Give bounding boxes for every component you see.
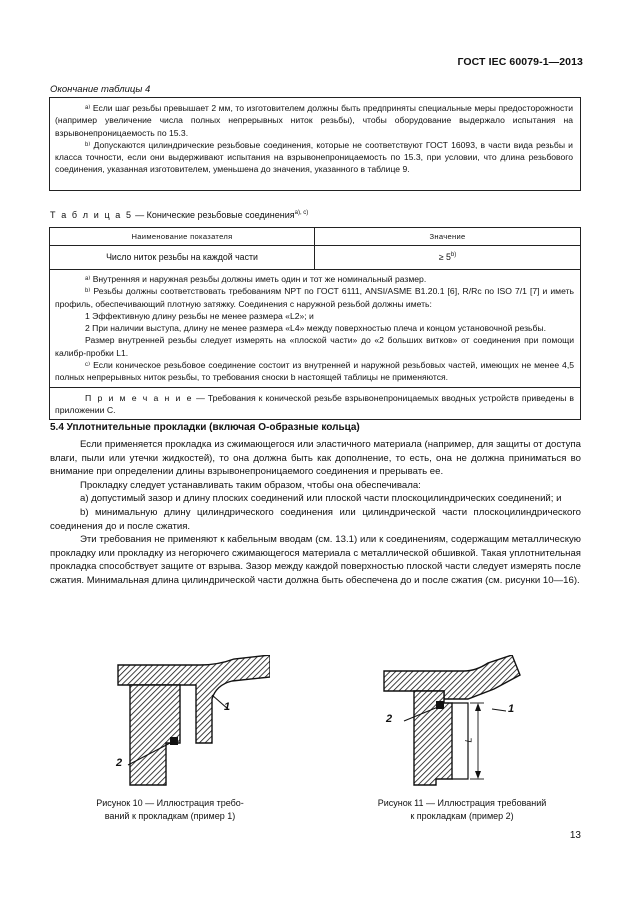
table4-footnote-b: ᵇ⁾ Допускаются цилиндрические резьбовые соединения, которые не соответствуют ГОСТ 16093, в части вида резьбы и класса точности, если они выдерживают испытания на взрывонепроницаемость по 15.3, при условии, что длина резьбового соединения, указанная изготовителем, уменьшена до значения, указанного в таблице 9. xyxy=(55,139,573,175)
figure-10-callout-2: 2 xyxy=(116,757,123,769)
table5-label: Т а б л и ц а 5 xyxy=(50,210,133,220)
table5-title: — Конические резьбовые соединения xyxy=(135,210,295,220)
table5-note-label: П р и м е ч а н и е xyxy=(85,392,194,403)
figure-10-caption-line-2: ваний к прокладкам (пример 1) xyxy=(104,811,236,821)
figure-11 xyxy=(372,655,552,790)
figure-10 xyxy=(100,655,270,790)
table5-header-row xyxy=(50,228,580,246)
table5-note xyxy=(50,388,580,420)
section-body xyxy=(50,438,581,588)
figure-11-drawing xyxy=(372,655,552,790)
table5-footnote-b: ᵇ⁾ Резьбы должны соответствовать требованиям NPT по ГОСТ 6111, ANSI/ASME B1.20.1 [6], R/Rc по ISO 7/1 [7] и иметь профиль, обеспечивающий плотную затяжку. Соединения с наружной резьбой должны иметь: xyxy=(55,286,574,309)
figure-11-cover-part xyxy=(384,655,520,699)
figure-11-callout-1: 1 xyxy=(508,703,515,715)
table5 xyxy=(49,227,581,420)
table4-footnotes-box xyxy=(49,97,581,191)
page-number: 13 xyxy=(569,830,581,841)
section-paragraph-1: Если применяется прокладка из сжимающегося или эластичного материала (например, для защиты от доступа влаги, пыли или утечки жидкостей), то она должна быть как дополнение, то есть, она не должна приниматься во внимание при определении длины взрывонепроницаемого соединения и прерывать ее. xyxy=(50,439,581,478)
table5-col-value: Значение xyxy=(429,232,466,241)
table5-data-row xyxy=(50,246,580,270)
figure-10-callout-1: 1 xyxy=(224,701,231,713)
table5-footnote-c: ᶜ⁾ Если коническое резьбовое соединение состоит из внутренней и наружной резьбовых частей, имеющих не менее 4,5 полных непрерывных ниток резьбы, то требования сноски b настоящей таблицы не применяются. xyxy=(55,360,574,383)
table4-footnote-a: ᵃ⁾ Если шаг резьбы превышает 2 мм, то изготовителем должны быть предприняты специальные меры предосторожности (например увеличение числа полных непрерывных ниток резьбы), чтобы оборудование выдержало испытания на взрывонепроницаемость по 15.3. xyxy=(55,103,573,138)
table5-footnote-b3: Размер внутренней резьбы следует измерять на «плоской части» до «2 больших витков» от соединения при помощи калибр-пробки L1. xyxy=(55,335,574,358)
figure-11-body-part xyxy=(414,691,452,785)
section-paragraph-3: a) допустимый зазор и длину плоских соединений или плоской части плоскоцилиндрических соединений; и xyxy=(80,493,562,505)
section-paragraph-2: Прокладку следует устанавливать таким образом, чтобы она обеспечивала: xyxy=(80,479,421,491)
table5-title-sup: a), c) xyxy=(294,210,309,216)
table5-col-param: Наименование показателя xyxy=(50,228,315,245)
table5-row-param: Число ниток резьбы на каждой части xyxy=(50,246,315,269)
figure-11-caption xyxy=(362,797,562,823)
table5-footnote-b2: 2 При наличии выступа, длину не менее размера «L4» между поверхностью плеча и концом установочной резьбы. xyxy=(85,323,546,334)
figure-10-caption xyxy=(80,797,260,823)
figure-10-caption-line-1: Рисунок 10 — Иллюстрация требо- xyxy=(96,798,244,808)
figure-11-dimension-label: L xyxy=(463,737,474,743)
table5-footnote-a: ᵃ⁾ Внутренняя и наружная резьбы должны иметь один и тот же номинальный размер. xyxy=(85,274,427,284)
table5-row-value-cell xyxy=(315,246,580,269)
table5-caption xyxy=(50,210,308,220)
table5-row-value: ≥ 5 xyxy=(438,252,451,262)
document-header: ГОСТ IEC 60079-1—2013 xyxy=(457,56,583,68)
table4-continuation-label: Окончание таблицы 4 xyxy=(50,84,151,95)
table5-footnote-b1: 1 Эффективную длину резьбы не менее размера «L2»; и xyxy=(85,310,314,321)
section-paragraph-5: Эти требования не применяют к кабельным вводам (см. 13.1) или к соединениям, содержащим металлическую прокладку или прокладку из негорючего сжимающегося материала с металлической обшивкой. Такая уплотнительная прокладка способствует защите от взрыва. Зазор между каждой поверхностью плоской части следует измерять после сжатия. Минимальная длина цилиндрической части должна быть обеспечена до и после сжатия (см. рисунки 10—16). xyxy=(50,534,581,586)
figure-11-callout-2: 2 xyxy=(386,713,393,725)
table5-footnotes xyxy=(50,270,580,388)
figure-10-drawing xyxy=(100,655,270,790)
figure-11-caption-line-1: Рисунок 11 — Иллюстрация требований xyxy=(377,798,547,808)
section-heading: 5.4 Уплотнительные прокладки (включая О-образные кольца) xyxy=(50,422,360,433)
figure-11-caption-line-2: к прокладкам (пример 2) xyxy=(410,811,514,821)
section-paragraph-4: b) минимальную длину цилиндрического соединения или цилиндрической части плоскоцилиндрического соединения до и после сжатия. xyxy=(50,506,581,532)
figure-10-body-part xyxy=(130,685,180,785)
table5-note-text: — Требования к конической резьбе взрывонепроницаемых вводных устройств приведены в приложении С. xyxy=(55,392,574,415)
table5-row-value-sup: b) xyxy=(450,252,457,259)
